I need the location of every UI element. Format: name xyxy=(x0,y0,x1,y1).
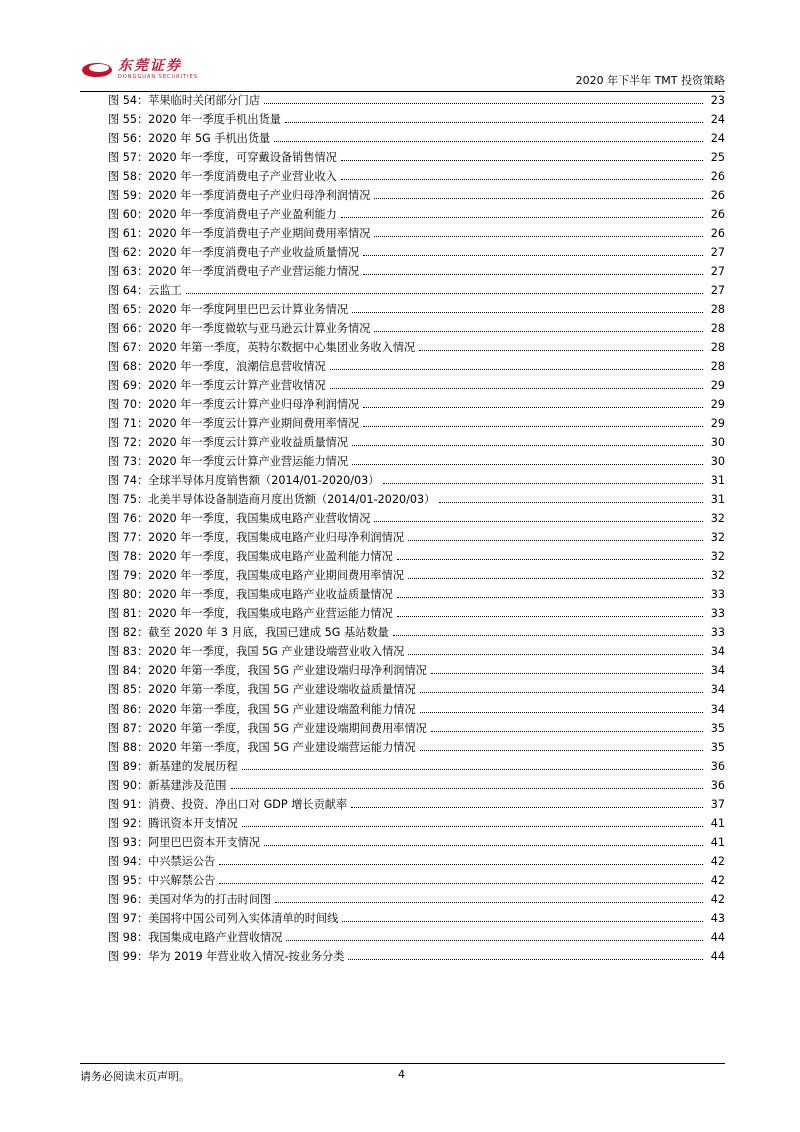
figure-label: 图 71： xyxy=(108,417,149,431)
toc-entry[interactable] xyxy=(108,129,725,148)
dot-leader xyxy=(352,444,703,446)
dot-leader xyxy=(330,368,703,370)
figure-label: 图 79： xyxy=(108,569,149,583)
figure-title: 2020 年一季度，浪潮信息营收情况 xyxy=(148,360,326,374)
figure-label: 图 59： xyxy=(108,189,149,203)
figure-title: 中兴禁运公告 xyxy=(148,854,216,868)
figure-page-number: 42 xyxy=(710,892,725,906)
figure-label: 图 69： xyxy=(108,379,149,393)
dot-leader xyxy=(341,178,703,180)
dot-leader xyxy=(408,577,703,579)
figure-title: 2020 年一季度，我国集成电路产业期间费用率情况 xyxy=(148,569,404,583)
figure-label: 图 68： xyxy=(108,360,149,374)
toc-entry[interactable] xyxy=(108,243,725,262)
figure-page-number: 44 xyxy=(710,930,725,944)
figure-page-number: 26 xyxy=(710,227,725,241)
figure-label: 图 65： xyxy=(108,303,149,317)
toc-entry[interactable] xyxy=(108,300,725,319)
figure-title: 2020 年 5G 手机出货量 xyxy=(148,132,271,146)
figure-page-number: 24 xyxy=(710,132,725,146)
toc-entry[interactable] xyxy=(108,262,725,281)
figure-label: 图 97： xyxy=(108,911,149,925)
dot-leader xyxy=(374,197,703,199)
dot-leader xyxy=(374,235,703,237)
dot-leader xyxy=(363,406,703,408)
figure-title: 2020 年一季度，我国集成电路产业盈利能力情况 xyxy=(148,550,393,564)
toc-entry[interactable] xyxy=(108,205,725,224)
figure-title: 消费、投资、净出口对 GDP 增长贡献率 xyxy=(148,797,348,811)
dot-leader xyxy=(219,863,703,865)
figure-title: 2020 年一季度消费电子产业归母净利润情况 xyxy=(148,189,371,203)
figure-title: 2020 年一季度，我国集成电路产业收益质量情况 xyxy=(148,588,393,602)
figure-title: 2020 年一季度，我国集成电路产业营收情况 xyxy=(148,512,371,526)
dot-leader xyxy=(363,273,703,275)
figure-label: 图 55： xyxy=(108,113,149,127)
figure-label: 图 84： xyxy=(108,664,149,678)
figure-title: 2020 年一季度，我国集成电路产业归母净利润情况 xyxy=(148,531,404,545)
figure-title: 全球半导体月度销售额（2014/01-2020/03） xyxy=(148,474,380,488)
figure-label: 图 54： xyxy=(108,94,149,107)
figure-label: 图 80： xyxy=(108,588,149,602)
figure-page-number: 30 xyxy=(710,436,725,450)
figure-label: 图 86： xyxy=(108,702,149,716)
figure-title: 新基建的发展历程 xyxy=(148,759,238,773)
dot-leader xyxy=(374,520,703,522)
dot-leader xyxy=(264,844,703,846)
figure-label: 图 99： xyxy=(108,949,149,963)
figure-title: 2020 年第一季度，我国 5G 产业建设端收益质量情况 xyxy=(148,683,416,697)
toc-entry[interactable] xyxy=(108,947,725,966)
figure-label: 图 83： xyxy=(108,645,149,659)
logo-name-en: DONGGUAN SECURITIES xyxy=(118,74,198,80)
footer-disclaimer: 请务必阅读末页声明。 xyxy=(80,1070,190,1083)
figure-label: 图 76： xyxy=(108,512,149,526)
figure-title: 美国将中国公司列入实体清单的时间线 xyxy=(148,911,339,925)
toc-entry[interactable] xyxy=(108,148,725,167)
figure-page-number: 34 xyxy=(710,702,725,716)
figure-title: 2020 年一季度云计算产业营收情况 xyxy=(148,379,326,393)
figure-label: 图 85： xyxy=(108,683,149,697)
figure-label: 图 60： xyxy=(108,208,149,222)
figure-page-number: 34 xyxy=(710,645,725,659)
figure-label: 图 73： xyxy=(108,455,149,469)
toc-entry[interactable] xyxy=(108,509,725,528)
figure-label: 图 88： xyxy=(108,740,149,754)
figure-page-number: 32 xyxy=(710,569,725,583)
figure-page-number: 25 xyxy=(710,151,725,165)
dot-leader xyxy=(363,425,703,427)
figure-title: 2020 年一季度消费电子产业收益质量情况 xyxy=(148,246,360,260)
figure-page-number: 24 xyxy=(710,113,725,127)
figure-label: 图 89： xyxy=(108,759,149,773)
dot-leader xyxy=(419,349,703,351)
figure-title: 腾讯资本开支情况 xyxy=(148,816,238,830)
figure-page-number: 31 xyxy=(710,493,725,507)
dot-leader xyxy=(242,768,703,770)
figure-title: 2020 年第一季度，我国 5G 产业建设端盈利能力情况 xyxy=(148,702,416,716)
figure-page-number: 27 xyxy=(710,284,725,298)
toc-entry[interactable] xyxy=(108,452,725,471)
dot-leader xyxy=(408,539,703,541)
toc-entry[interactable] xyxy=(108,585,725,604)
figure-page-number: 29 xyxy=(710,417,725,431)
figure-title: 2020 年一季度云计算产业收益质量情况 xyxy=(148,436,349,450)
toc-entry[interactable] xyxy=(108,642,725,661)
figure-title: 北美半导体设备制造商月度出货额（2014/01-2020/03） xyxy=(148,493,436,507)
figure-label: 图 70： xyxy=(108,398,149,412)
figure-title: 2020 年一季度消费电子产业期间费用率情况 xyxy=(148,227,371,241)
dot-leader xyxy=(330,387,703,389)
figure-page-number: 35 xyxy=(710,721,725,735)
dot-leader xyxy=(397,615,703,617)
figure-label: 图 56： xyxy=(108,132,149,146)
dot-leader xyxy=(348,958,703,960)
dot-leader xyxy=(393,634,703,636)
toc-entry[interactable] xyxy=(108,700,725,719)
dot-leader xyxy=(351,806,703,808)
figure-page-number: 32 xyxy=(710,531,725,545)
figure-page-number: 30 xyxy=(710,455,725,469)
figure-page-number: 37 xyxy=(710,797,725,811)
figure-label: 图 98： xyxy=(108,930,149,944)
page-number: 4 xyxy=(398,1068,405,1081)
toc-entry[interactable] xyxy=(108,928,725,947)
toc-entry[interactable] xyxy=(108,814,725,833)
figure-page-number: 36 xyxy=(710,778,725,792)
figure-page-number: 26 xyxy=(710,208,725,222)
figure-page-number: 28 xyxy=(710,360,725,374)
figure-title: 2020 年一季度阿里巴巴云计算业务情况 xyxy=(148,303,349,317)
figure-label: 图 66： xyxy=(108,322,149,336)
figure-title: 2020 年第一季度，我国 5G 产业建设端营运能力情况 xyxy=(148,740,416,754)
figure-label: 图 62： xyxy=(108,246,149,260)
figure-title: 2020 年第一季度，英特尔数据中心集团业务收入情况 xyxy=(148,341,416,355)
figure-title: 我国集成电路产业营收情况 xyxy=(148,930,283,944)
figure-page-number: 26 xyxy=(710,189,725,203)
figure-title: 阿里巴巴资本开支情况 xyxy=(148,835,261,849)
figure-title: 2020 年一季度微软与亚马逊云计算业务情况 xyxy=(148,322,371,336)
footer-divider xyxy=(80,1063,725,1064)
dot-leader xyxy=(264,102,703,104)
toc-entry[interactable] xyxy=(108,909,725,928)
figure-label: 图 93： xyxy=(108,835,149,849)
figure-title: 2020 年第一季度，我国 5G 产业建设端归母净利润情况 xyxy=(148,664,427,678)
figure-label: 图 58： xyxy=(108,170,149,184)
figure-label: 图 92： xyxy=(108,816,149,830)
dot-leader xyxy=(439,501,703,503)
figure-title: 2020 年一季度消费电子产业盈利能力 xyxy=(148,208,337,222)
report-title: 2020 年下半年 TMT 投资策略 xyxy=(575,74,725,87)
figure-label: 图 63： xyxy=(108,265,149,279)
figure-label: 图 72： xyxy=(108,436,149,450)
figure-page-number: 41 xyxy=(710,835,725,849)
dot-leader xyxy=(342,920,703,922)
figure-title: 2020 年一季度云计算产业营运能力情况 xyxy=(148,455,349,469)
figure-page-number: 28 xyxy=(710,303,725,317)
dot-leader xyxy=(219,882,703,884)
toc-entry[interactable] xyxy=(108,376,725,395)
figure-title: 华为 2019 年营业收入情况-按业务分类 xyxy=(148,949,345,963)
dot-leader xyxy=(420,711,703,713)
figure-page-number: 44 xyxy=(710,949,725,963)
figure-page-number: 27 xyxy=(710,265,725,279)
figure-label: 图 67： xyxy=(108,341,149,355)
figure-label: 图 94： xyxy=(108,854,149,868)
toc-entry[interactable] xyxy=(108,623,725,642)
figure-page-number: 32 xyxy=(710,550,725,564)
figure-title: 2020 年第一季度，我国 5G 产业建设端期间费用率情况 xyxy=(148,721,427,735)
toc-entry[interactable] xyxy=(108,91,725,110)
dot-leader xyxy=(285,121,703,123)
toc-entry[interactable] xyxy=(108,186,725,205)
toc-entry[interactable] xyxy=(108,471,725,490)
dot-leader xyxy=(352,463,703,465)
dot-leader xyxy=(383,482,703,484)
figure-title: 2020 年一季度云计算产业归母净利润情况 xyxy=(148,398,360,412)
figure-label: 图 87： xyxy=(108,721,149,735)
figure-label: 图 91： xyxy=(108,797,149,811)
toc-entry[interactable] xyxy=(108,795,725,814)
logo-name-cn: 东莞证券 xyxy=(118,58,182,74)
logo-mark-icon xyxy=(80,58,114,80)
toc-entry[interactable] xyxy=(108,776,725,795)
figure-page-number: 42 xyxy=(710,854,725,868)
dot-leader xyxy=(186,292,703,294)
figure-page-number: 23 xyxy=(710,94,725,107)
figure-title: 美国对华为的打击时间图 xyxy=(148,892,272,906)
figure-label: 图 77： xyxy=(108,531,149,545)
figure-page-number: 35 xyxy=(710,740,725,754)
toc-entry[interactable] xyxy=(108,890,725,909)
figure-label: 图 95： xyxy=(108,873,149,887)
toc-entry[interactable] xyxy=(108,395,725,414)
toc-entry[interactable] xyxy=(108,224,725,243)
figure-page-number: 29 xyxy=(710,398,725,412)
dot-leader xyxy=(352,311,703,313)
figure-title: 2020 年一季度云计算产业期间费用率情况 xyxy=(148,417,360,431)
figure-page-number: 36 xyxy=(710,759,725,773)
figure-page-number: 34 xyxy=(710,683,725,697)
figure-page-number: 43 xyxy=(710,911,725,925)
figure-title: 苹果临时关闭部分门店 xyxy=(148,94,261,107)
figure-title: 云监工 xyxy=(148,284,182,298)
figure-label: 图 74： xyxy=(108,474,149,488)
toc-entry[interactable] xyxy=(108,319,725,338)
company-logo xyxy=(80,58,198,80)
figure-page-number: 34 xyxy=(710,664,725,678)
toc-entry[interactable] xyxy=(108,528,725,547)
toc-entry[interactable] xyxy=(108,357,725,376)
toc-entry[interactable] xyxy=(108,281,725,300)
toc-entry[interactable] xyxy=(108,414,725,433)
toc-entry[interactable] xyxy=(108,604,725,623)
toc-entry[interactable] xyxy=(108,433,725,452)
figure-title: 2020 年一季度消费电子产业营运能力情况 xyxy=(148,265,360,279)
figure-label: 图 90： xyxy=(108,778,149,792)
figure-title: 2020 年一季度，我国 5G 产业建设端营业收入情况 xyxy=(148,645,405,659)
figure-label: 图 81： xyxy=(108,607,149,621)
toc-entry[interactable] xyxy=(108,852,725,871)
dot-leader xyxy=(431,672,703,674)
dot-leader xyxy=(408,653,703,655)
figure-title: 截至 2020 年 3 月底，我国已建成 5G 基站数量 xyxy=(148,626,389,640)
figure-title: 2020 年一季度，我国集成电路产业营运能力情况 xyxy=(148,607,393,621)
toc-entry[interactable] xyxy=(108,547,725,566)
dot-leader xyxy=(363,254,703,256)
toc-entry[interactable] xyxy=(108,566,725,585)
toc-entry[interactable] xyxy=(108,661,725,680)
dot-leader xyxy=(274,140,703,142)
figure-page-number: 28 xyxy=(710,322,725,336)
figure-label: 图 96： xyxy=(108,892,149,906)
toc-entry[interactable] xyxy=(108,757,725,776)
dot-leader xyxy=(231,787,704,789)
figure-title: 2020 年一季度消费电子产业营业收入 xyxy=(148,170,337,184)
dot-leader xyxy=(341,216,703,218)
page-header xyxy=(80,58,725,92)
figure-page-number: 27 xyxy=(710,246,725,260)
figure-label: 图 64： xyxy=(108,284,149,298)
toc-entry[interactable] xyxy=(108,871,725,890)
dot-leader xyxy=(242,825,703,827)
figure-page-number: 31 xyxy=(710,474,725,488)
figure-list xyxy=(108,91,725,966)
figure-page-number: 33 xyxy=(710,607,725,621)
figure-label: 图 61： xyxy=(108,227,149,241)
toc-entry[interactable] xyxy=(108,490,725,509)
toc-entry[interactable] xyxy=(108,719,725,738)
figure-page-number: 28 xyxy=(710,341,725,355)
dot-leader xyxy=(397,596,703,598)
toc-entry[interactable] xyxy=(108,167,725,186)
figure-page-number: 41 xyxy=(710,816,725,830)
figure-page-number: 42 xyxy=(710,873,725,887)
figure-page-number: 26 xyxy=(710,170,725,184)
dot-leader xyxy=(275,901,703,903)
figure-title: 新基建涉及范围 xyxy=(148,778,227,792)
figure-page-number: 32 xyxy=(710,512,725,526)
figure-page-number: 29 xyxy=(710,379,725,393)
dot-leader xyxy=(431,730,703,732)
dot-leader xyxy=(420,749,703,751)
figure-label: 图 57： xyxy=(108,151,149,165)
dot-leader xyxy=(341,159,703,161)
toc-entry[interactable] xyxy=(108,338,725,357)
dot-leader xyxy=(286,939,703,941)
figure-label: 图 78： xyxy=(108,550,149,564)
dot-leader xyxy=(374,330,703,332)
dot-leader xyxy=(397,558,703,560)
figure-label: 图 75： xyxy=(108,493,149,507)
figure-label: 图 82： xyxy=(108,626,149,640)
figure-page-number: 33 xyxy=(710,588,725,602)
toc-entry[interactable] xyxy=(108,738,725,757)
dot-leader xyxy=(420,691,703,693)
figure-page-number: 33 xyxy=(710,626,725,640)
toc-entry[interactable] xyxy=(108,110,725,129)
figure-title: 2020 年一季度手机出货量 xyxy=(148,113,281,127)
figure-title: 中兴解禁公告 xyxy=(148,873,216,887)
figure-title: 2020 年一季度，可穿戴设备销售情况 xyxy=(148,151,337,165)
toc-entry[interactable] xyxy=(108,833,725,852)
toc-entry[interactable] xyxy=(108,680,725,699)
